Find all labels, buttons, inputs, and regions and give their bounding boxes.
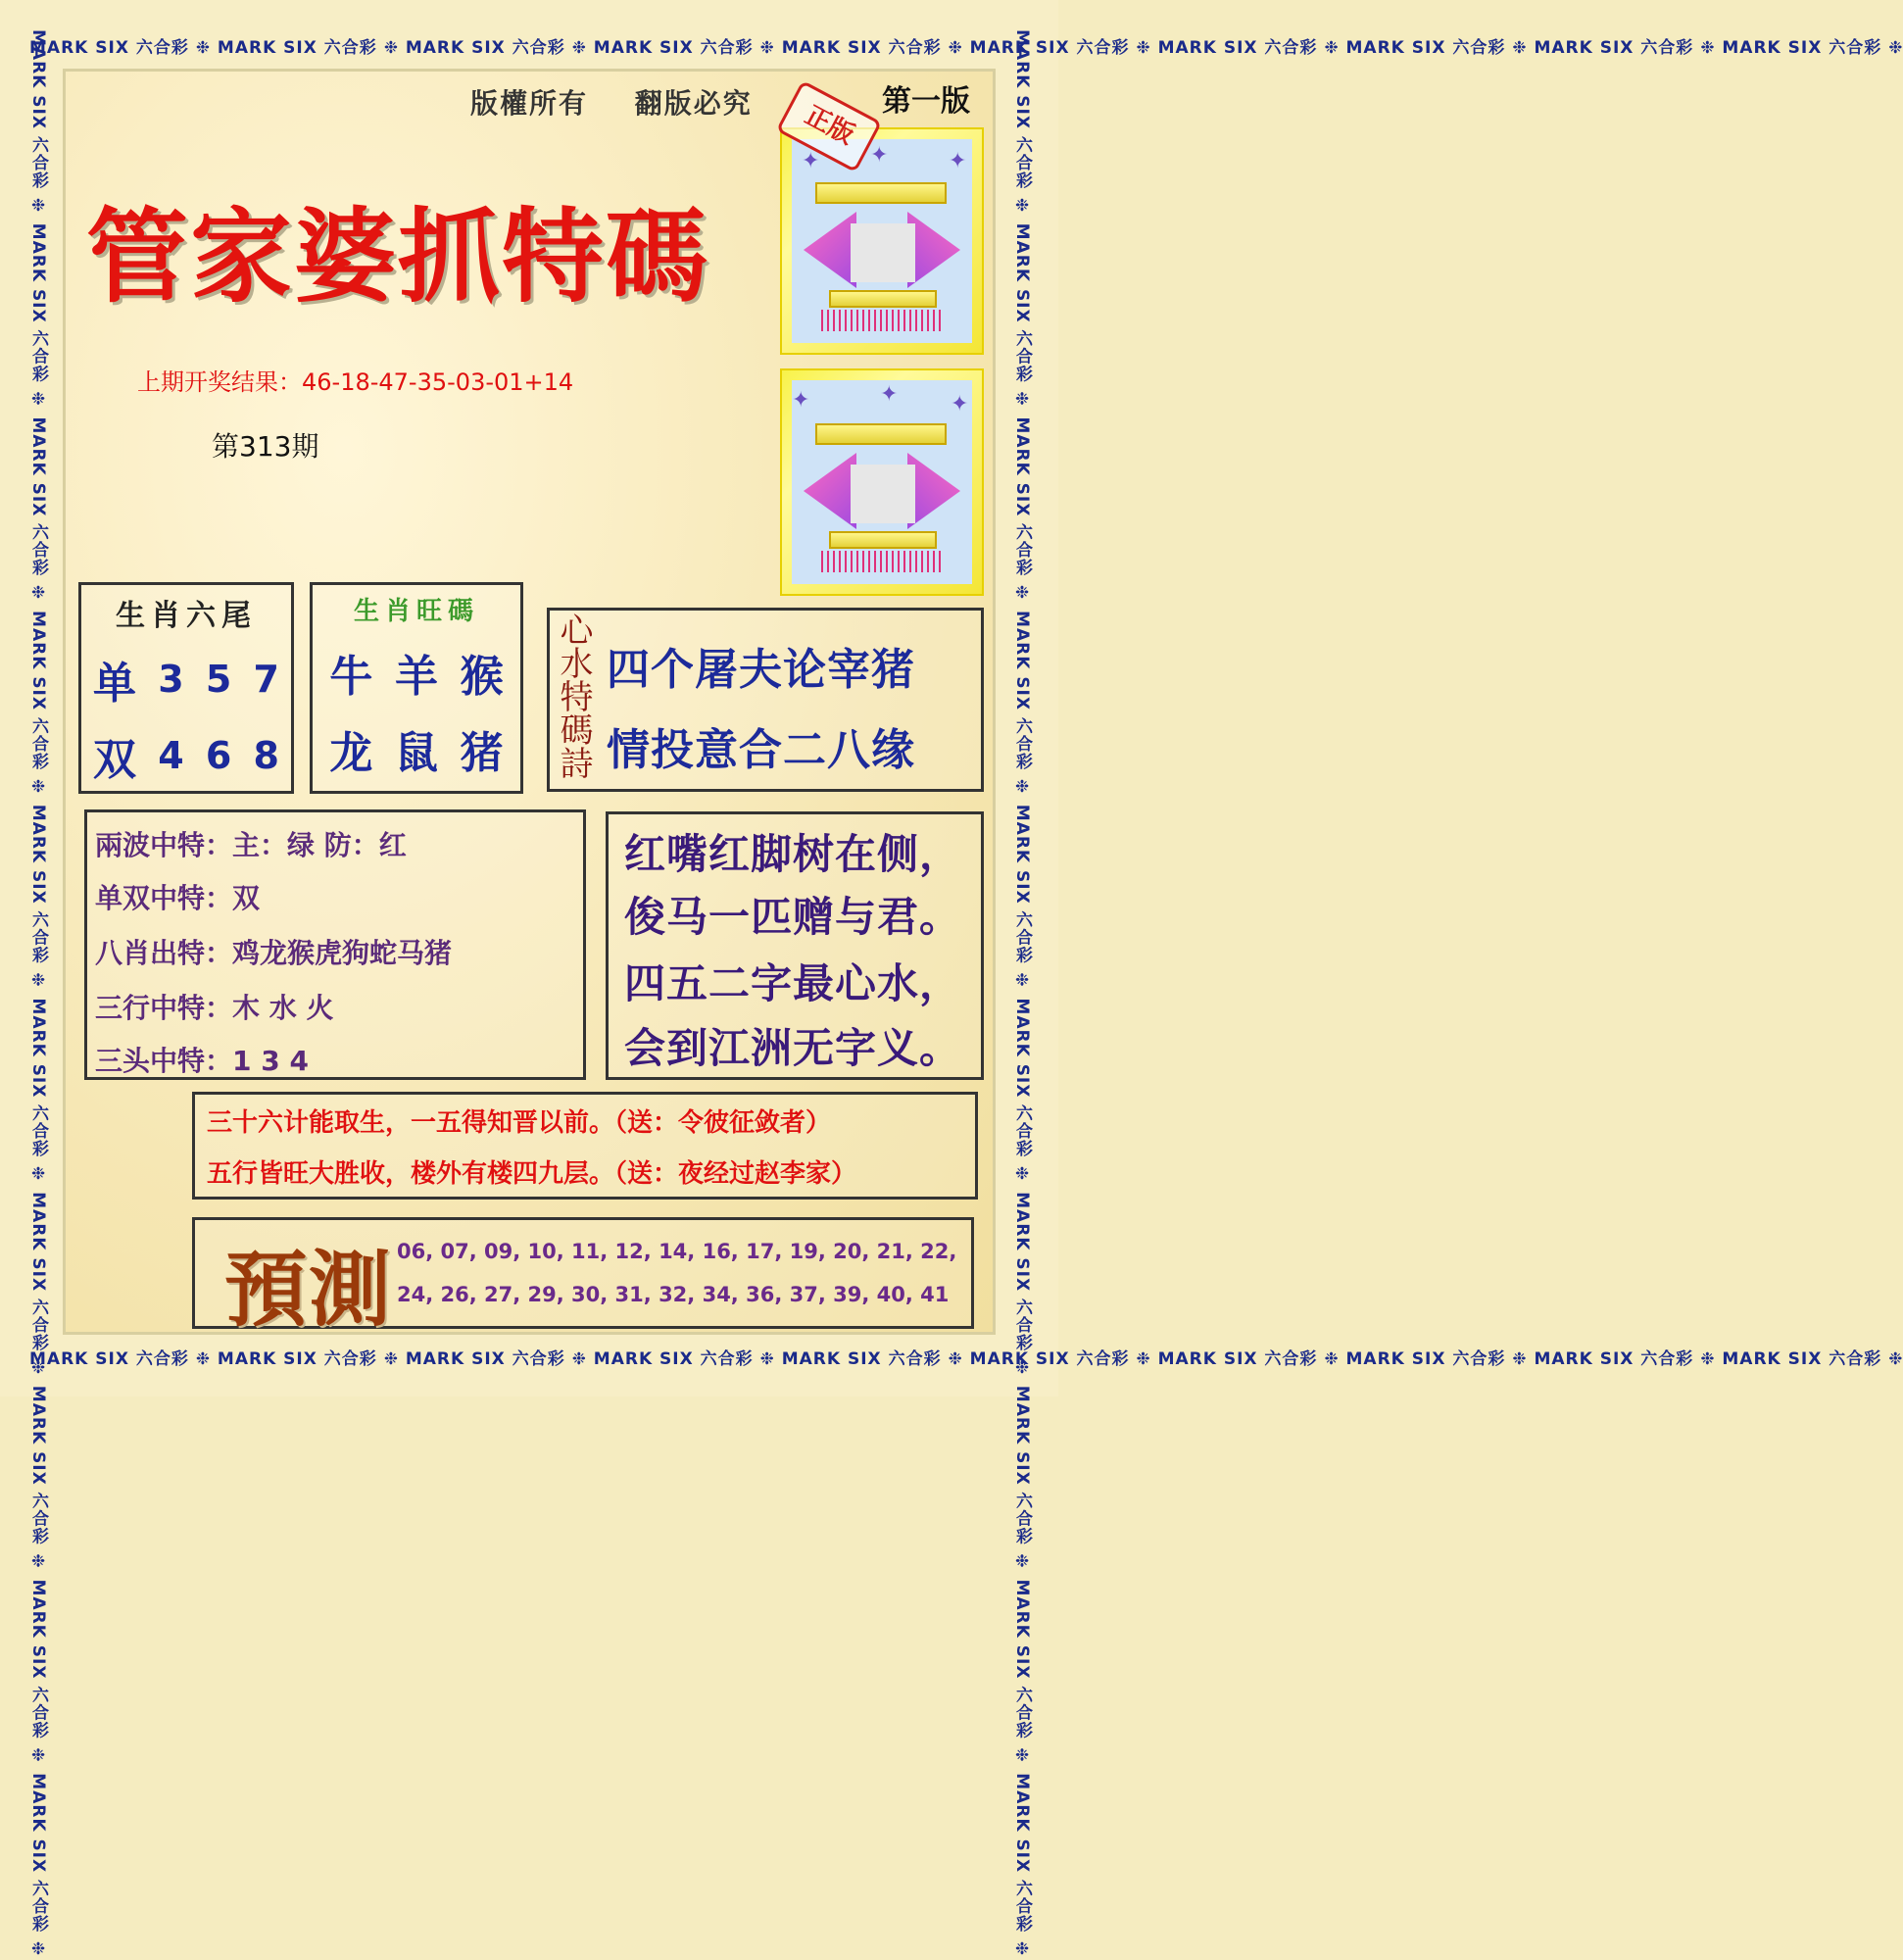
verse-line: 会到江洲无字义。 <box>624 1024 962 1072</box>
border-top: MARK SIX 六合彩 ❉ MARK SIX 六合彩 ❉ MARK SIX 六合彩 ❉ MARK SIX 六合彩 ❉ MARK SIX 六合彩 ❉ MARK SIX 六合彩 ❉ MARK SIX 六合彩 ❉ MARK SIX 六合彩 ❉ MARK SIX 六合彩 ❉ MARK SIX 六合彩 ❉ <box>29 38 1903 58</box>
special-poem-label: 心水特碼詩 <box>554 612 593 779</box>
zodiac-tail-row <box>81 648 291 710</box>
zodiac-tail-num: 7 <box>253 658 279 701</box>
details-box <box>84 809 586 1080</box>
detail-line: 三头中特：1 3 4 <box>95 1045 309 1077</box>
predict-label: 預測 <box>224 1241 394 1338</box>
copyright-left: 版權所有 <box>470 87 589 120</box>
zodiac-animal: 牛 <box>329 652 373 702</box>
verse-line: 红嘴红脚树在侧， <box>624 830 962 878</box>
border-left: MARK SIX 六合彩 ❉ MARK SIX 六合彩 ❉ MARK SIX 六合彩 ❉ MARK SIX 六合彩 ❉ MARK SIX 六合彩 ❉ MARK SIX 六合彩 ❉ MARK SIX 六合彩 ❉ MARK SIX 六合彩 ❉ MARK SIX 六合彩 ❉ MARK SIX 六合彩 ❉ <box>28 29 48 1960</box>
hint-line: 三十六计能取生，一五得知晋以前。（送：令彼征敛者） <box>207 1108 832 1138</box>
zodiac-tail-heading: 生肖六尾 <box>116 599 257 633</box>
lantern-image-top: ✦ ✦ ✦ <box>780 127 984 355</box>
verse-box <box>606 811 984 1080</box>
detail-line: 单双中特：双 <box>95 882 261 914</box>
zodiac-tail-num: 6 <box>205 734 232 777</box>
zodiac-tail-num: 3 <box>158 658 184 701</box>
issue-number: 第313期 <box>212 430 319 463</box>
copyright-notice <box>470 82 753 122</box>
zodiac-tail-num: 8 <box>253 734 279 777</box>
main-title: 管家婆抓特碼 <box>86 196 710 317</box>
zodiac-animal: 猪 <box>460 728 504 778</box>
zodiac-tail-tag: 双 <box>93 735 136 785</box>
hint-line: 五行皆旺大胜收，楼外有楼四九层。（送：夜经过赵李家） <box>207 1159 857 1189</box>
border-bottom: MARK SIX 六合彩 ❉ MARK SIX 六合彩 ❉ MARK SIX 六合彩 ❉ MARK SIX 六合彩 ❉ MARK SIX 六合彩 ❉ MARK SIX 六合彩 ❉ MARK SIX 六合彩 ❉ MARK SIX 六合彩 ❉ MARK SIX 六合彩 ❉ MARK SIX 六合彩 ❉ <box>29 1349 1903 1369</box>
detail-line: 兩波中特：主：绿 防：红 <box>95 829 407 861</box>
zodiac-animal: 羊 <box>394 652 438 702</box>
copyright-right: 翻版必究 <box>634 87 753 120</box>
special-poem-line: 情投意合二八缘 <box>607 725 915 775</box>
special-poem-line: 四个屠夫论宰猪 <box>607 645 915 695</box>
zodiac-tail-tag: 单 <box>93 659 136 709</box>
zodiac-animal: 猴 <box>460 652 504 702</box>
zodiac-hot-box <box>310 582 523 794</box>
zodiac-tail-row <box>81 724 291 787</box>
special-poem-box <box>547 608 984 792</box>
predict-numbers: 06, 07, 09, 10, 11, 12, 14, 16, 17, 19, 20, 21, 22, 24, 26, 27, 29, 30, 31, 32, 34, 36, 37, 39, 40, 41 <box>397 1240 957 1306</box>
zodiac-tail-num: 5 <box>205 658 232 701</box>
predict-box <box>192 1217 974 1338</box>
detail-line: 三行中特：木 水 火 <box>95 992 334 1024</box>
detail-line: 八肖出特：鸡龙猴虎狗蛇马猪 <box>95 937 453 969</box>
last-result: 上期开奖结果：46-18-47-35-03-01+14 <box>137 368 574 396</box>
zodiac-hot-row <box>313 641 520 704</box>
lantern-image-bottom: ✦ ✦ ✦ <box>780 368 984 596</box>
genuine-stamp: 正版 <box>776 80 882 172</box>
edition-label: 第一版 <box>882 84 970 119</box>
hints-box <box>192 1092 978 1200</box>
zodiac-tail-box <box>78 582 294 794</box>
verse-line: 四五二字最心水， <box>624 959 962 1007</box>
border-right: MARK SIX 六合彩 ❉ MARK SIX 六合彩 ❉ MARK SIX 六合彩 ❉ MARK SIX 六合彩 ❉ MARK SIX 六合彩 ❉ MARK SIX 六合彩 ❉ MARK SIX 六合彩 ❉ MARK SIX 六合彩 ❉ MARK SIX 六合彩 ❉ MARK SIX 六合彩 ❉ <box>1012 29 1032 1960</box>
zodiac-tail-num: 4 <box>158 734 184 777</box>
zodiac-hot-row <box>313 717 520 780</box>
verse-line: 俊马一匹赠与君。 <box>624 893 962 941</box>
zodiac-hot-heading: 生肖旺碼 <box>353 597 479 626</box>
zodiac-animal: 鼠 <box>394 728 438 778</box>
zodiac-animal: 龙 <box>329 728 373 778</box>
